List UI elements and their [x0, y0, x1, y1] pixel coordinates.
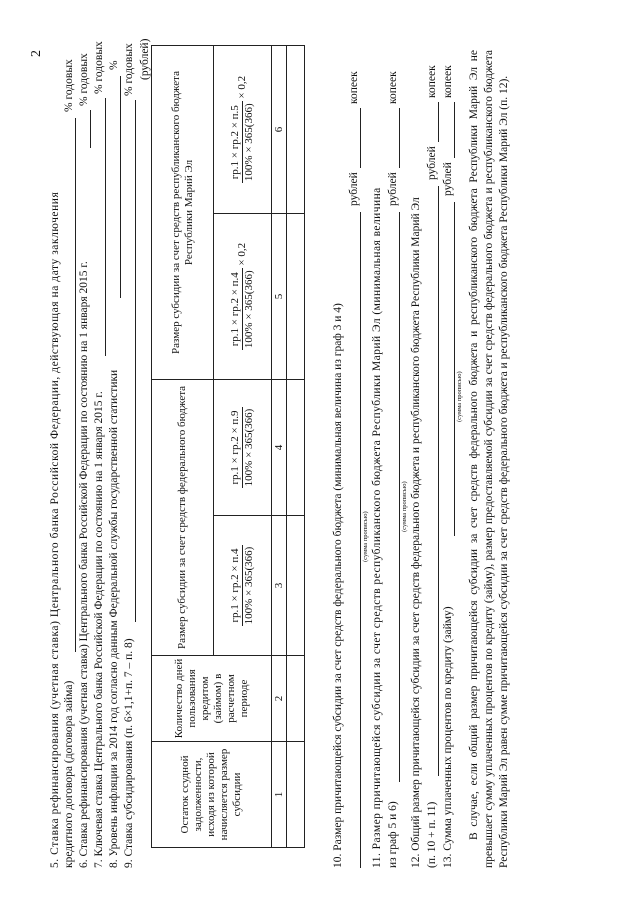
item-10-fill-line	[360, 212, 361, 868]
header-federal-subsidy: Размер субсидии за счет средств федерального бюджета	[152, 379, 214, 655]
cell-days	[287, 656, 305, 742]
rotated-document-page	[20, 12, 620, 892]
item-9-fill-line	[135, 100, 136, 622]
item-13-fill-line	[454, 202, 455, 536]
item-10-rubles: рублей	[348, 172, 360, 206]
formula-5-denominator: 100% × 365(366)	[243, 270, 255, 349]
formula-4-denominator: 100% × 365(366)	[243, 408, 255, 487]
item-10: 10. Размер причитающейся субсидии за счет средств федерального бюджета (минимальная величина из граф 3 и 4)	[332, 303, 344, 868]
item-12-rubles: рублей	[426, 146, 438, 180]
header-loan-balance: Остаток ссудной задолженности, исходя из которой начисляется размер субсидии	[152, 742, 272, 848]
column-number: 3	[272, 516, 287, 656]
page-number: 2	[29, 50, 44, 57]
cell-republic-6	[287, 45, 305, 213]
item-10-sum-words-hint: (сумма прописью)	[362, 511, 369, 562]
item-12-line-1: 12. Общий размер причитающейся субсидии за счет средств федерального бюджета и республиканского бюджета Республики Марий Эл	[410, 197, 422, 868]
formula-5-fraction	[229, 268, 256, 350]
formula-3-denominator: 100% × 365(366)	[243, 546, 255, 625]
item-5-unit: % годовых	[63, 59, 75, 112]
item-8-fill-line	[120, 76, 121, 298]
header-republic-subsidy: Размер субсидии за счет средств республиканского бюджета Республики Марий Эл	[152, 45, 214, 379]
item-7-fill-line	[105, 98, 106, 356]
item-8: 8. Уровень инфляции за 2014 год согласно данным Федеральной службы государственной статистики	[108, 369, 120, 868]
item-13-kopeks: копеек	[442, 65, 454, 98]
item-8-unit: %	[108, 60, 120, 70]
formula-col-4	[214, 379, 272, 515]
item-13-sum-words-hint: (сумма прописью)	[456, 371, 463, 422]
item-5-line-2: кредитного договора (договора займа)	[63, 680, 75, 868]
item-11-kopeks-line	[399, 108, 400, 168]
formula-4-numerator: гр.1 × гр.2 × п.9	[229, 407, 243, 489]
item-13-kopeks-line	[454, 102, 455, 158]
closing-paragraph: В случае, если общий размер причитающейся субсидии за счет средств федерального бюджета и республиканского бюджета Республики Марий Эл не превышает сумму уплаченных процентов по кредиту (займу), размер предоставляемой субсидии за счет средств федерального бюджета и республиканского бюджета Республики Марий Эл равен сумме причитающейся субсидии за счет средств федерального бюджета и республиканского бюджета Республики Марий Эл (п. 12).	[468, 50, 510, 868]
item-13-rubles: рублей	[442, 162, 454, 196]
item-5-line-1: 5. Ставка рефинансирования (учетная ставка) Центрального банка Российской Федерации, действующая на дату заключения	[49, 191, 61, 868]
formula-3-numerator: гр.1 × гр.2 × п.4	[229, 545, 243, 627]
item-11-rubles: рублей	[387, 172, 399, 206]
item-12-fill-line	[438, 186, 439, 776]
column-number: 5	[272, 213, 287, 379]
item-10-kopeks-line	[360, 108, 361, 168]
header-days-of-use: Количество дней пользования кредитом (займом) в расчетном периоде	[152, 656, 272, 742]
formula-col-6	[214, 45, 272, 213]
column-number: 1	[272, 742, 287, 848]
formula-col-3	[214, 516, 272, 656]
formula-6-numerator: гр.1 × гр.2 × п.5	[229, 101, 243, 183]
item-11-fill-line	[399, 212, 400, 782]
item-11-kopeks: копеек	[387, 71, 399, 104]
formula-5-numerator: гр.1 × гр.2 × п.4	[229, 268, 243, 350]
formula-4-fraction	[229, 407, 256, 489]
item-5-fill-line	[75, 118, 76, 652]
column-number: 6	[272, 45, 287, 213]
item-10-kopeks: копеек	[348, 71, 360, 104]
cell-republic-5	[287, 213, 305, 379]
item-12-kopeks: копеек	[426, 65, 438, 98]
item-11-line-2: из граф 5 и 6)	[387, 801, 399, 868]
item-6-fill-line	[90, 110, 91, 148]
item-6: 6. Ставка рефинансирования (учетная ставка) Центрального банка Российской Федерации по состоянию на 1 января 2015 г.	[78, 261, 90, 868]
formula-6-fraction	[229, 101, 256, 183]
formula-5-multiplier: × 0,2	[236, 242, 249, 266]
data-row	[287, 45, 305, 847]
rubles-unit-label: (рублей)	[139, 38, 151, 80]
formula-col-5	[214, 213, 272, 379]
formula-6-denominator: 100% × 365(366)	[243, 103, 255, 182]
column-number-row	[272, 45, 287, 847]
column-number: 2	[272, 656, 287, 742]
subsidy-calculation-table	[151, 45, 305, 848]
item-12-kopeks-line	[438, 102, 439, 142]
item-7: 7. Ключевая ставка Центрального банка Российской Федерации по состоянию на 1 января 2015 г.	[93, 391, 105, 868]
cell-loan-balance	[287, 742, 305, 848]
column-number: 4	[272, 379, 287, 515]
item-9: 9. Ставка субсидирования (п. 6×1,1+п. 7 – п. 8)	[123, 638, 135, 868]
item-11-line-1: 11. Размер причитающейся субсидии за счет средств республиканского бюджета Республики Марий Эл (минимальная величина	[371, 187, 383, 868]
item-6-unit: % годовых	[78, 53, 90, 106]
cell-federal-3	[287, 516, 305, 656]
item-7-unit: % годовых	[93, 41, 105, 94]
item-13: 13. Сумма уплаченных процентов по кредиту (займу)	[442, 606, 454, 868]
item-12-line-2: (п. 10 + п. 11)	[426, 801, 438, 868]
item-11-sum-words-hint: (сумма прописью)	[401, 481, 408, 532]
cell-federal-4	[287, 379, 305, 515]
formula-6-multiplier: × 0,2	[236, 75, 249, 99]
item-9-unit: % годовых	[123, 43, 135, 96]
formula-3-fraction	[229, 545, 256, 627]
